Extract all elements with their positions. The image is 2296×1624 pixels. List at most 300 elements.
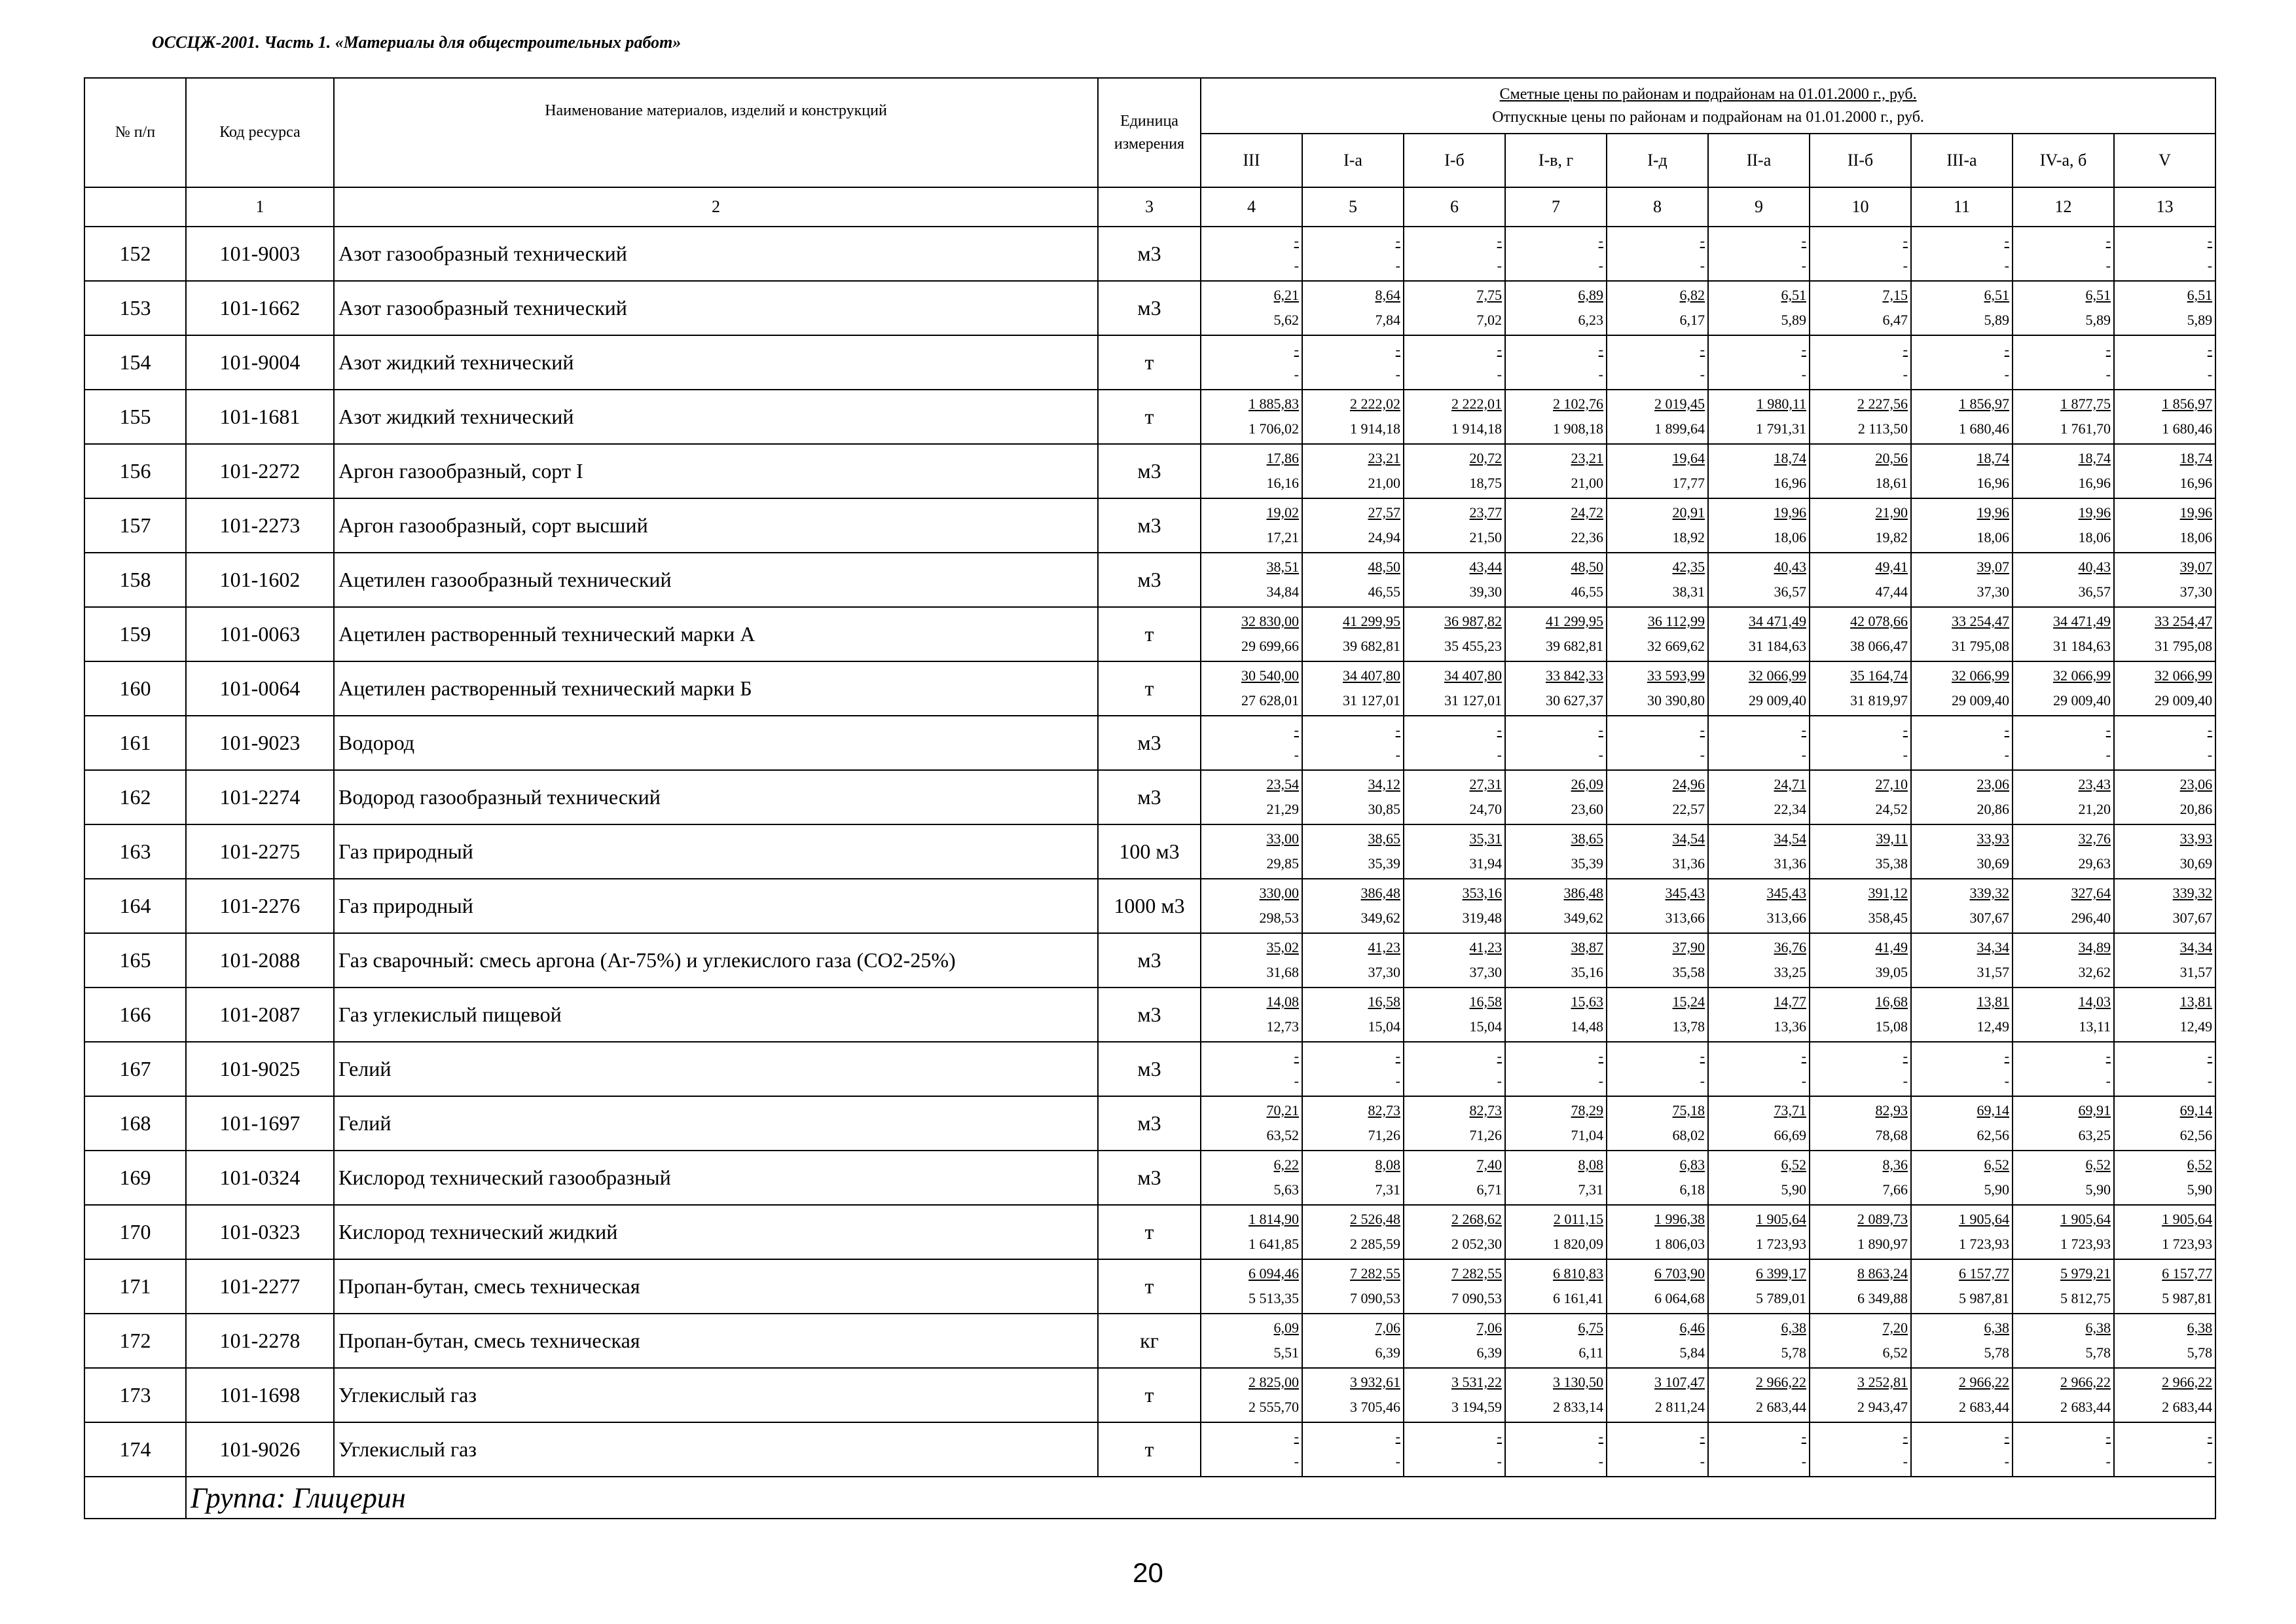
- row-number: 169: [84, 1151, 186, 1205]
- price-cell: [2013, 227, 2114, 281]
- estimate-price: -: [1700, 232, 1705, 249]
- price-cell: [2114, 1151, 2215, 1205]
- release-price: 296,40: [2071, 910, 2111, 926]
- estimate-price: 2 526,48: [1350, 1211, 1400, 1227]
- release-price: -: [2105, 257, 2111, 274]
- estimate-price: 39,07: [2179, 559, 2213, 575]
- estimate-price: 20,91: [1672, 504, 1705, 521]
- price-cell: [2114, 335, 2215, 390]
- estimate-price: 6,46: [1679, 1320, 1705, 1336]
- estimate-price: 2 825,00: [1248, 1374, 1299, 1390]
- price-cell: [1708, 1422, 1810, 1477]
- estimate-price: 32,76: [2078, 830, 2111, 847]
- release-price: -: [1497, 747, 1502, 763]
- table-row: [84, 770, 2215, 824]
- price-cell: [2013, 281, 2114, 335]
- estimate-price: 8,36: [1882, 1156, 1908, 1173]
- price-cell: [1911, 607, 2013, 661]
- release-price: 6,47: [1882, 312, 1908, 328]
- release-price: 21,00: [1368, 475, 1400, 491]
- header-num: № п/п: [84, 78, 186, 187]
- release-price: 30 627,37: [1546, 692, 1603, 709]
- release-price: 18,75: [1469, 475, 1502, 491]
- release-price: 2 833,14: [1553, 1399, 1603, 1415]
- header-prices: [1201, 78, 2215, 134]
- release-price: 13,11: [2079, 1018, 2111, 1035]
- unit: м3: [1098, 227, 1201, 281]
- release-price: 31 184,63: [1749, 638, 1806, 654]
- material-name: Гелий: [334, 1042, 1098, 1096]
- price-cell: [1201, 335, 1302, 390]
- estimate-price: 1 814,90: [1248, 1211, 1299, 1227]
- estimate-price: 345,43: [1665, 885, 1705, 901]
- estimate-price: 2 102,76: [1553, 396, 1603, 412]
- release-price: 7 090,53: [1451, 1290, 1502, 1306]
- release-price: 46,55: [1571, 583, 1603, 600]
- row-number: 168: [84, 1096, 186, 1151]
- estimate-price: -: [1903, 722, 1908, 738]
- estimate-price: 2 966,22: [2060, 1374, 2111, 1390]
- estimate-price: 49,41: [1875, 559, 1908, 575]
- release-price: 35,38: [1875, 855, 1908, 872]
- estimate-price: 13,81: [1977, 993, 2009, 1010]
- unit: м3: [1098, 281, 1201, 335]
- material-name: Пропан-бутан, смесь техническая: [334, 1259, 1098, 1314]
- release-price: 31 795,08: [1952, 638, 2009, 654]
- release-price: 30,69: [2179, 855, 2213, 872]
- estimate-price: 7,06: [1375, 1320, 1400, 1336]
- release-price: 39 682,81: [1546, 638, 1603, 654]
- release-price: 31,68: [1266, 964, 1299, 980]
- release-price: -: [1801, 1073, 1806, 1089]
- release-price: 39,05: [1875, 964, 1908, 980]
- price-cell: [1911, 390, 2013, 444]
- release-price: 1 723,93: [1959, 1236, 2009, 1252]
- release-price: 5 987,81: [1959, 1290, 2009, 1306]
- estimate-price: 23,06: [2179, 776, 2213, 792]
- estimate-price: 27,10: [1875, 776, 1908, 792]
- release-price: 1 761,70: [2060, 420, 2111, 437]
- estimate-price: 6,21: [1273, 287, 1299, 303]
- estimate-price: 1 885,83: [1248, 396, 1299, 412]
- release-price: 20,86: [2179, 801, 2213, 817]
- resource-code: 101-2087: [186, 987, 334, 1042]
- price-cell: [1201, 1422, 1302, 1477]
- estimate-price: -: [1801, 1428, 1806, 1445]
- estimate-price: 40,43: [1774, 559, 1806, 575]
- release-price: 6,52: [1882, 1344, 1908, 1361]
- price-cell: [2114, 1314, 2215, 1368]
- estimate-price: 23,21: [1368, 450, 1400, 466]
- row-number: 174: [84, 1422, 186, 1477]
- price-cell: [1810, 1368, 1911, 1422]
- table-row: [84, 390, 2215, 444]
- release-price: 349,62: [1563, 910, 1603, 926]
- estimate-price: 345,43: [1766, 885, 1806, 901]
- estimate-price: 75,18: [1672, 1102, 1705, 1118]
- release-price: 16,16: [1266, 475, 1299, 491]
- estimate-price: 330,00: [1259, 885, 1299, 901]
- price-cell: [1607, 987, 1708, 1042]
- release-price: 13,36: [1774, 1018, 1806, 1035]
- price-cell: [1201, 879, 1302, 933]
- estimate-price: 69,14: [1977, 1102, 2009, 1118]
- estimate-price: -: [2207, 232, 2213, 249]
- release-price: 68,02: [1672, 1127, 1705, 1143]
- estimate-price: 8,08: [1578, 1156, 1603, 1173]
- release-price: -: [2004, 366, 2009, 382]
- estimate-price: -: [1598, 232, 1603, 249]
- estimate-price: 33 593,99: [1647, 667, 1705, 684]
- price-cell: [1404, 1205, 1505, 1259]
- release-price: 5,84: [1679, 1344, 1705, 1361]
- release-price: 29 009,40: [1952, 692, 2009, 709]
- estimate-price: 7,15: [1882, 287, 1908, 303]
- price-cell: [1708, 498, 1810, 553]
- price-cell: [1505, 661, 1607, 716]
- estimate-price: 34,54: [1774, 830, 1806, 847]
- price-cell: [1505, 1259, 1607, 1314]
- price-cell: [1911, 1314, 2013, 1368]
- release-price: 7,31: [1578, 1181, 1603, 1198]
- price-cell: [1505, 227, 1607, 281]
- price-cell: [1505, 1205, 1607, 1259]
- release-price: 32,62: [2078, 964, 2111, 980]
- price-cell: [2114, 444, 2215, 498]
- estimate-price: 1 905,64: [1756, 1211, 1806, 1227]
- unit: м3: [1098, 1096, 1201, 1151]
- estimate-price: -: [2004, 232, 2009, 249]
- estimate-price: 41,23: [1368, 939, 1400, 955]
- price-cell: [1607, 335, 1708, 390]
- price-cell: [1302, 1205, 1404, 1259]
- material-name: Ацетилен растворенный технический марки Б: [334, 661, 1098, 716]
- estimate-price: 16,58: [1368, 993, 1400, 1010]
- unit: м3: [1098, 770, 1201, 824]
- material-name: Пропан-бутан, смесь техническая: [334, 1314, 1098, 1368]
- price-cell: [1911, 1368, 2013, 1422]
- estimate-price: -: [1801, 1048, 1806, 1064]
- release-price: 66,69: [1774, 1127, 1806, 1143]
- material-name: Водород: [334, 716, 1098, 770]
- price-cell: [1404, 987, 1505, 1042]
- estimate-price: 23,06: [1977, 776, 2009, 792]
- release-price: 21,50: [1469, 529, 1502, 545]
- price-cell: [2114, 227, 2215, 281]
- table-row: [84, 498, 2215, 553]
- table-row: [84, 1259, 2215, 1314]
- release-price: 32 669,62: [1647, 638, 1705, 654]
- estimate-price: 3 932,61: [1350, 1374, 1400, 1390]
- table-row: [84, 987, 2215, 1042]
- material-name: Углекислый газ: [334, 1422, 1098, 1477]
- release-price: 319,48: [1462, 910, 1502, 926]
- release-price: -: [1497, 1073, 1502, 1089]
- price-cell: [1302, 1314, 1404, 1368]
- price-cell: [1201, 227, 1302, 281]
- resource-code: 101-0064: [186, 661, 334, 716]
- price-cell: [2013, 879, 2114, 933]
- price-cell: [1404, 1368, 1505, 1422]
- release-price: 22,57: [1672, 801, 1705, 817]
- unit: т: [1098, 1205, 1201, 1259]
- estimate-price: 1 877,75: [2060, 396, 2111, 412]
- document-header: ОССЦЖ-2001. Часть 1. «Материалы для общестроительных работ»: [152, 33, 682, 52]
- release-price: 2 052,30: [1451, 1236, 1502, 1252]
- price-cell: [2013, 607, 2114, 661]
- estimate-price: 327,64: [2071, 885, 2111, 901]
- price-cell: [1911, 227, 2013, 281]
- estimate-price: 23,21: [1571, 450, 1603, 466]
- estimate-price: 6,51: [1781, 287, 1806, 303]
- price-cell: [1911, 716, 2013, 770]
- estimate-price: -: [1395, 232, 1400, 249]
- estimate-price: 34,54: [1672, 830, 1705, 847]
- row-number: 161: [84, 716, 186, 770]
- column-number: 5: [1302, 187, 1404, 227]
- estimate-price: 19,96: [2078, 504, 2111, 521]
- price-cell: [1911, 1422, 2013, 1477]
- price-cell: [1302, 390, 1404, 444]
- release-price: 2 113,50: [1857, 420, 1908, 437]
- price-cell: [1505, 770, 1607, 824]
- estimate-price: -: [1903, 341, 1908, 358]
- release-price: -: [1903, 1073, 1908, 1089]
- price-cell: [2114, 1422, 2215, 1477]
- estimate-price: -: [1294, 1048, 1299, 1064]
- release-price: 29 009,40: [2155, 692, 2213, 709]
- release-price: 6 064,68: [1654, 1290, 1705, 1306]
- material-name: Газ углекислый пищевой: [334, 987, 1098, 1042]
- unit: м3: [1098, 933, 1201, 987]
- material-name: Аргон газообразный, сорт высший: [334, 498, 1098, 553]
- table-row: [84, 1042, 2215, 1096]
- price-cell: [1302, 498, 1404, 553]
- release-price: 24,70: [1469, 801, 1502, 817]
- release-price: 71,26: [1469, 1127, 1502, 1143]
- price-cell: [1404, 498, 1505, 553]
- price-cell: [1607, 824, 1708, 879]
- resource-code: 101-2272: [186, 444, 334, 498]
- estimate-price: -: [1801, 232, 1806, 249]
- estimate-price: 40,43: [2078, 559, 2111, 575]
- estimate-price: 8,64: [1375, 287, 1400, 303]
- release-price: 21,29: [1266, 801, 1299, 817]
- header-region: V: [2114, 134, 2215, 187]
- price-cell: [1810, 553, 1911, 607]
- price-cell: [1911, 770, 2013, 824]
- estimate-price: 1 905,64: [1959, 1211, 2009, 1227]
- release-price: 18,61: [1875, 475, 1908, 491]
- estimate-price: 32 066,99: [1749, 667, 1806, 684]
- estimate-price: 16,68: [1875, 993, 1908, 1010]
- release-price: 36,57: [2078, 583, 2111, 600]
- estimate-price: -: [1801, 341, 1806, 358]
- price-cell: [1911, 335, 2013, 390]
- resource-code: 101-1681: [186, 390, 334, 444]
- price-cell: [1708, 933, 1810, 987]
- price-cell: [1505, 281, 1607, 335]
- price-cell: [1810, 1259, 1911, 1314]
- price-cell: [2013, 1259, 2114, 1314]
- price-cell: [1404, 444, 1505, 498]
- price-cell: [2013, 716, 2114, 770]
- release-price: 62,56: [2179, 1127, 2213, 1143]
- table-row: [84, 281, 2215, 335]
- estimate-price: 24,72: [1571, 504, 1603, 521]
- estimate-price: 6,83: [1679, 1156, 1705, 1173]
- resource-code: 101-2088: [186, 933, 334, 987]
- price-cell: [1810, 1151, 1911, 1205]
- price-cell: [1201, 281, 1302, 335]
- release-price: 31,36: [1774, 855, 1806, 872]
- price-cell: [1810, 933, 1911, 987]
- release-price: 13,78: [1672, 1018, 1705, 1035]
- release-price: 23,60: [1571, 801, 1603, 817]
- estimate-price: -: [1598, 722, 1603, 738]
- release-price: 15,04: [1469, 1018, 1502, 1035]
- estimate-price: 14,03: [2078, 993, 2111, 1010]
- release-price: 7 090,53: [1350, 1290, 1400, 1306]
- release-price: -: [1395, 1453, 1400, 1469]
- estimate-price: 35,02: [1266, 939, 1299, 955]
- estimate-price: 24,96: [1672, 776, 1705, 792]
- release-price: 35,58: [1672, 964, 1705, 980]
- release-price: 1 820,09: [1553, 1236, 1603, 1252]
- estimate-price: -: [1294, 232, 1299, 249]
- estimate-price: 41,23: [1469, 939, 1502, 955]
- release-price: 18,06: [1774, 529, 1806, 545]
- estimate-price: 69,91: [2078, 1102, 2111, 1118]
- estimate-price: 24,71: [1774, 776, 1806, 792]
- table-row: [84, 1314, 2215, 1368]
- estimate-price: 18,74: [2179, 450, 2213, 466]
- release-price: 1 641,85: [1248, 1236, 1299, 1252]
- price-cell: [1810, 498, 1911, 553]
- price-cell: [1201, 716, 1302, 770]
- release-price: 5,89: [1984, 312, 2009, 328]
- estimate-price: 7,06: [1476, 1320, 1502, 1336]
- release-price: 3 705,46: [1350, 1399, 1400, 1415]
- price-cell: [1607, 1314, 1708, 1368]
- estimate-price: 7 282,55: [1451, 1265, 1502, 1282]
- row-number: 162: [84, 770, 186, 824]
- price-cell: [1505, 444, 1607, 498]
- estimate-price: 7,40: [1476, 1156, 1502, 1173]
- release-price: 1 890,97: [1857, 1236, 1908, 1252]
- estimate-price: 1 980,11: [1756, 396, 1806, 412]
- column-number: 11: [1911, 187, 2013, 227]
- release-price: 31 184,63: [2053, 638, 2111, 654]
- price-cell: [1302, 824, 1404, 879]
- material-name: Азот жидкий технический: [334, 390, 1098, 444]
- estimate-price: 2 222,01: [1451, 396, 1502, 412]
- table-row: [84, 444, 2215, 498]
- release-price: 5 812,75: [2060, 1290, 2111, 1306]
- release-price: 307,67: [2172, 910, 2213, 926]
- price-cell: [1607, 1205, 1708, 1259]
- estimate-price: 33 254,47: [2155, 613, 2213, 629]
- estimate-price: 42,35: [1672, 559, 1705, 575]
- release-price: 71,26: [1368, 1127, 1400, 1143]
- table-row: [84, 553, 2215, 607]
- estimate-price: 32 066,99: [2155, 667, 2213, 684]
- release-price: 29,63: [2078, 855, 2111, 872]
- release-price: 17,77: [1672, 475, 1705, 491]
- estimate-price: -: [2004, 1048, 2009, 1064]
- release-price: 313,66: [1766, 910, 1806, 926]
- resource-code: 101-2276: [186, 879, 334, 933]
- column-number: 12: [2013, 187, 2114, 227]
- price-cell: [2013, 1422, 2114, 1477]
- price-cell: [1505, 1368, 1607, 1422]
- estimate-price: 2 268,62: [1451, 1211, 1502, 1227]
- price-cell: [2114, 1368, 2215, 1422]
- estimate-price: 34 471,49: [1749, 613, 1806, 629]
- release-price: 349,62: [1360, 910, 1400, 926]
- unit: м3: [1098, 1151, 1201, 1205]
- price-cell: [1505, 1422, 1607, 1477]
- release-price: 46,55: [1368, 583, 1400, 600]
- release-price: -: [1294, 257, 1299, 274]
- estimate-price: 41,49: [1875, 939, 1908, 955]
- price-cell: [1607, 716, 1708, 770]
- price-cell: [1302, 1042, 1404, 1096]
- price-cell: [1302, 1368, 1404, 1422]
- resource-code: 101-2278: [186, 1314, 334, 1368]
- unit: т: [1098, 335, 1201, 390]
- release-price: 17,21: [1266, 529, 1299, 545]
- release-price: 6 161,41: [1553, 1290, 1603, 1306]
- release-price: -: [2105, 747, 2111, 763]
- estimate-price: 23,43: [2078, 776, 2111, 792]
- release-price: 35,39: [1571, 855, 1603, 872]
- table-row: [84, 716, 2215, 770]
- price-cell: [1607, 1151, 1708, 1205]
- estimate-price: 34 407,80: [1444, 667, 1502, 684]
- material-name: Кислород технический жидкий: [334, 1205, 1098, 1259]
- estimate-price: 34,34: [2179, 939, 2213, 955]
- release-price: -: [2207, 1073, 2213, 1089]
- price-cell: [1302, 987, 1404, 1042]
- estimate-price: 8 863,24: [1857, 1265, 1908, 1282]
- price-cell: [1404, 716, 1505, 770]
- release-price: -: [1395, 366, 1400, 382]
- header-prices-release: Отпускные цены по районам и подрайонам на 01.01.2000 г., руб.: [1492, 108, 1924, 126]
- resource-code: 101-9004: [186, 335, 334, 390]
- estimate-price: 35,31: [1469, 830, 1502, 847]
- release-price: 62,56: [1977, 1127, 2009, 1143]
- estimate-price: 14,08: [1266, 993, 1299, 1010]
- price-cell: [1911, 444, 2013, 498]
- price-cell: [1201, 1151, 1302, 1205]
- estimate-price: -: [1497, 232, 1502, 249]
- release-price: 34,84: [1266, 583, 1299, 600]
- release-price: -: [1598, 257, 1603, 274]
- estimate-price: 6,52: [2187, 1156, 2213, 1173]
- resource-code: 101-9003: [186, 227, 334, 281]
- column-number: 4: [1201, 187, 1302, 227]
- row-number: 160: [84, 661, 186, 716]
- price-cell: [1708, 1368, 1810, 1422]
- column-number-empty: [84, 187, 186, 227]
- release-price: 47,44: [1875, 583, 1908, 600]
- material-name: Аргон газообразный, сорт I: [334, 444, 1098, 498]
- estimate-price: 48,50: [1368, 559, 1400, 575]
- estimate-price: 8,08: [1375, 1156, 1400, 1173]
- release-price: 5 513,35: [1248, 1290, 1299, 1306]
- price-cell: [1607, 1259, 1708, 1314]
